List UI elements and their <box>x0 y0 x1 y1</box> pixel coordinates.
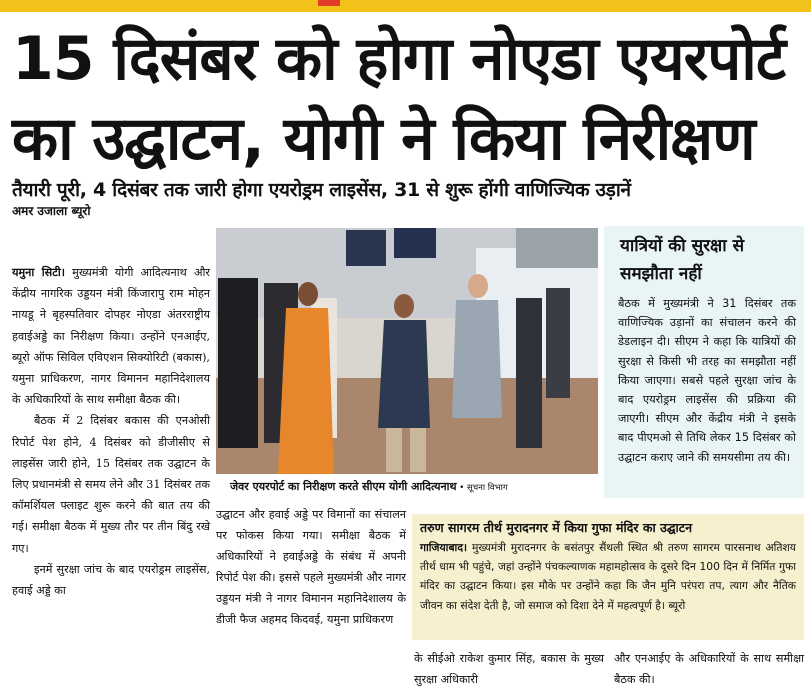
article-paragraph <box>12 262 210 410</box>
article-paragraph: इनमें सुरक्षा जांच के बाद एयरोड्रम लाइसेंस, हवाई अड्डे का <box>12 562 210 598</box>
related-story-heading: तरुण सागरम तीर्थ मुरादनगर में किया गुफा मंदिर का उद्घाटन <box>420 520 693 535</box>
related-story-body <box>420 538 796 615</box>
article-paragraph: बैठक में 2 दिसंबर बकास की एनओसी रिपोर्ट पेश होने, 4 दिसंबर को डीजीसीए से लाइसेंस जारी होने, 15 दिसंबर तक उद्घाटन के लिए प्रधानमंत्री से समय लेने और 31 दिसंबर तक कॉमर्शियल फ्लाइट शुरू करने की बात तय की गई। समीक्षा बैठक में मुख्य तौर पर तीन बिंदु रखे गए। <box>12 414 210 555</box>
sidebar-body: बैठक में मुख्यमंत्री ने 31 दिसंबर तक वाणिज्यिक उड़ानों का संचालन करने की डेडलाइन दी। सीएम ने कहा कि यात्रियों की सुरक्षा से किसी भी तरह का समझौता नहीं किया जाएगा। सबसे पहले सुरक्षा जांच के बाद एयरोड्रम लाइसेंस की प्रक्रिया की जाएगी। सीएम और केंद्रीय मंत्री ने इसके बाद पीएमओ से तिथि लेकर 15 दिसंबर को उद्घाटन कराए जाने की समयसीमा तय की। <box>618 297 796 464</box>
article-column-2: उद्घाटन और हवाई अड्डे पर विमानों का संचालन पर फोकस किया गया। समीक्षा बैठक में अधिकारियों ने हवाईअड्डे के संबंध में अपनी रिपोर्ट पेश की। इससे पहले मुख्यमंत्री और नागर उड्डयन मंत्री ने नागर विमानन महानिदेशालय के डीजी फैज अहमद किदवई, यमुना प्राधिकरण <box>216 508 406 626</box>
subheadline: तैयारी पूरी, 4 दिसंबर तक जारी होगा एयरोड्रम लाइसेंस, 31 से शुरू होंगी वाणिज्यिक उड़ानें <box>12 179 631 201</box>
masthead-mark <box>318 0 340 6</box>
caption-text: जेवर एयरपोर्ट का निरीक्षण करते सीएम योगी आदित्यनाथ <box>230 480 457 493</box>
headline-line-2: का उद्घाटन, योगी ने किया निरीक्षण <box>12 104 755 174</box>
article-column-4: और एनआईए के अधिकारियों के साथ समीक्षा बैठक की। <box>614 652 804 686</box>
sidebar-box <box>604 226 804 498</box>
headline-line-1: 15 दिसंबर को होगा नोएडा एयरपोर्ट <box>12 24 786 94</box>
related-dateline: गाजियाबाद। <box>420 541 468 554</box>
news-photo <box>216 228 598 474</box>
byline: अमर उजाला ब्यूरो <box>12 204 91 218</box>
masthead-strip <box>0 0 811 12</box>
related-story-box <box>412 514 804 640</box>
related-story-text: मुख्यमंत्री मुरादनगर के बसंतपुर सैंथली स्थित श्री तरुण सागरम पारसनाथ अतिशय तीर्थ धाम भी पहुंचे, जहां उन्होंने पंचकल्याणक महामहोत्सव के दूसरे दिन 100 दिन में निर्मित गुफा मंदिर का उद्घाटन किया। इस मौके पर उन्होंने कहा कि जैन मुनि परंपरा तप, त्याग और नैतिक जीवन का संदेश देती है, जो समाज को दिशा देने में महत्वपूर्ण है। <box>420 541 796 612</box>
airport-inspection-photo <box>216 228 598 474</box>
article-text: मुख्यमंत्री योगी आदित्यनाथ और केंद्रीय नागरिक उड्डयन मंत्री किंजारापु राम मोहन नायडू ने बृहस्पतिवार दोपहर नोएडा अंतरराष्ट्रीय हवाईअड्डे का निरीक्षण किया। उन्होंने एनआईए, ब्यूरो ऑफ सिविल एविएशन सिक्योरिटी (बकास), यमुना प्राधिकरण, नागर विमानन महानिदेशालय के अधिकारियों के साथ समीक्षा बैठक की। <box>12 266 210 407</box>
article-column-3: के सीईओ राकेश कुमार सिंह, बकास के मुख्य सुरक्षा अधिकारी <box>414 652 604 686</box>
related-story-credit: ब्यूरो <box>664 598 686 612</box>
photo-caption <box>216 477 598 497</box>
article-column-1 <box>12 262 210 601</box>
photo-credit: • सूचना विभाग <box>456 483 508 493</box>
sidebar-heading: यात्रियों की सुरक्षा से समझौता नहीं <box>620 236 745 284</box>
dateline: यमुना सिटी। <box>12 265 66 279</box>
